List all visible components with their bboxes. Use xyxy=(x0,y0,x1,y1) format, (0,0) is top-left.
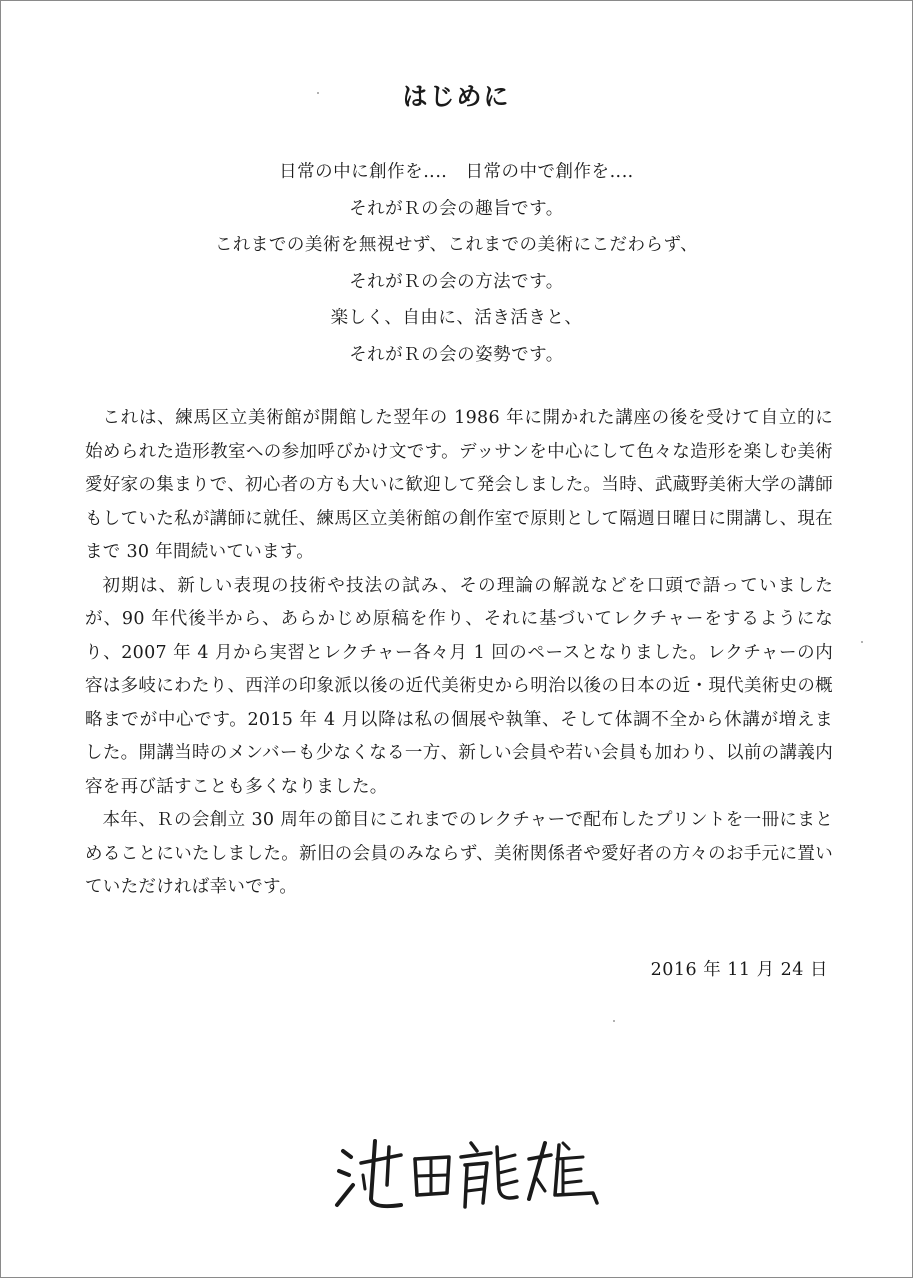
body-paragraph: これは、練馬区立美術館が開館した翌年の 1986 年に開かれた講座の後を受けて自立的に始められた造形教室への参加呼びかけ文です。デッサンを中心にして色々な造形を楽しむ美術愛好家の集まりで、初心者の方も大いに歓迎して発会しました。当時、武蔵野美術大学の講師もしていた私が講師に就任、練馬区立美術館の創作室で原則として隔週日曜日に開講し、現在まで 30 年間続いています。 xyxy=(85,408,833,562)
poem-line: 日常の中に創作を‥‥ 日常の中で創作を‥‥ xyxy=(279,162,634,182)
poem-line: 楽しく、自由に、活き活きと、 xyxy=(330,308,583,328)
poem-line: それがＲの会の方法です。 xyxy=(349,271,564,292)
body-paragraph: 本年、Ｒの会創立 30 周年の節目にこれまでのレクチャーで配布したプリントを一冊にまとめることにいたしました。新旧の会員のみならず、美術関係者や愛好者の方々のお手元に置いていただければ幸いです。 xyxy=(85,810,833,897)
handwritten-signature xyxy=(331,1129,601,1219)
body-paragraph: 初期は、新しい表現の技術や技法の試み、その理論の解説などを口頭で語っていましたが、90 年代後半から、あらかじめ原稿を作り、それに基づいてレクチャーをするようになり、2007 年 4 月から実習とレクチャー各々月 1 回のペースとなりました。レクチャーの内容は多岐にわたり、西洋の印象派以後の近代美術史から明治以後の日本の近・現代美術史の概略までが中心です。2015 年 4 月以降は私の個展や執筆、そして体調不全から休講が増えました。開講当時のメンバーも少なくなる一方、新しい会員や若い会員も加わり、以前の講義内容を再び話すことも多くなりました。 xyxy=(85,575,833,797)
body-text xyxy=(85,402,833,905)
poem-line: これまでの美術を無視せず、これまでの美術にこだわらず、 xyxy=(214,235,699,255)
scan-speck xyxy=(613,1020,615,1022)
poem-line: それがＲの会の趣旨です。 xyxy=(349,198,564,219)
scan-speck xyxy=(861,641,863,643)
document-date: 2016 年 11 月 24 日 xyxy=(650,960,828,980)
page-title: はじめに xyxy=(402,82,511,111)
scan-speck xyxy=(317,92,319,94)
poem-line: それがＲの会の姿勢です。 xyxy=(349,344,564,365)
intro-poem xyxy=(1,154,912,373)
